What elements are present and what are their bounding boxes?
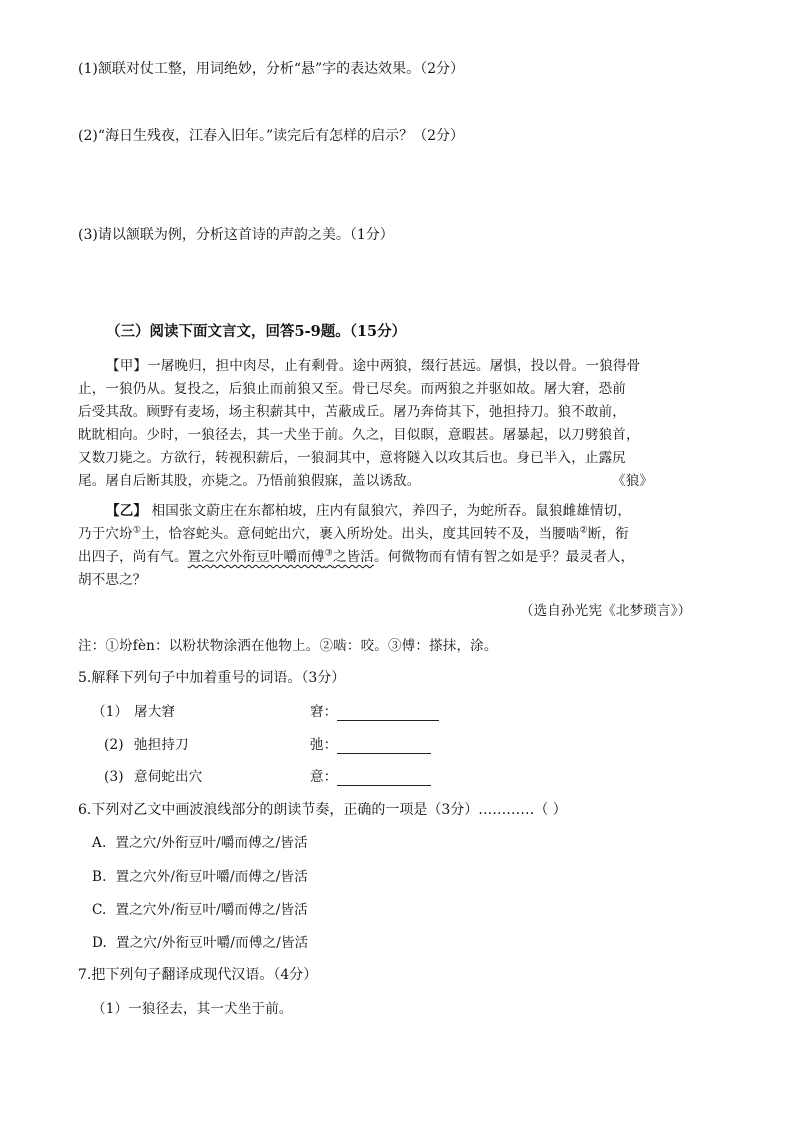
q5-item-phrase: 弛担持刀 <box>134 737 189 753</box>
q5-item-key <box>310 768 431 786</box>
passage-jia-line: 【甲】一屠晚归，担中肉尽，止有剩骨。途中两狼，缀行甚远。屠惧，投以骨。一狼得骨 <box>106 358 641 374</box>
q5-item-num: (2) <box>104 737 124 753</box>
option-letter: B. <box>92 869 107 885</box>
question-5-title: 5.解释下列句子中加着重号的词语。（3分） <box>78 670 346 686</box>
footnote-marker: ③ <box>324 548 333 559</box>
passage-yi-text: 出四子，尚有气。 <box>78 549 188 565</box>
q6-option-b[interactable] <box>92 868 308 886</box>
q5-key-label: 意： <box>310 769 338 785</box>
option-text: 置之穴/外衔豆叶嚼/而傅之/皆活 <box>116 935 309 951</box>
q5-item-key <box>310 703 439 721</box>
passage-yi-text: 。何微物而有情有智之如是乎？最灵者人， <box>374 549 635 565</box>
wavy-text: 之皆活 <box>332 549 374 565</box>
question-3-1: (1)颔联对仗工整，用词绝妙，分析“悬”字的表达效果。（2分） <box>78 61 465 77</box>
passage-jia-line: 后受其敌。顾野有麦场，场主积薪其中，苫蔽成丘。屠乃奔倚其下，弛担持刀。狼不敢前， <box>78 404 626 420</box>
passage-yi-line <box>78 548 634 566</box>
passage-yi-line <box>106 502 631 520</box>
q5-item-num: (3) <box>104 769 124 785</box>
question-7-item-1: （1）一狼径去，其一犬坐于前。 <box>92 1001 293 1017</box>
question-3-2: (2)“海日生残夜，江春入旧年。”读完后有怎样的启示？（2分） <box>78 128 465 144</box>
passage-jia-line: 止，一狼仍从。复投之，后狼止而前狼又至。骨已尽矣。而两狼之并驱如故。屠大窘，恐前 <box>78 381 626 397</box>
q5-item-key <box>310 736 431 754</box>
passage-yi-label: 【乙】 <box>106 503 148 519</box>
passage-jia-source: 《狼》 <box>612 473 654 489</box>
answer-blank[interactable] <box>337 739 431 754</box>
section-title: （三）阅读下面文言文，回答5-9题。（15分） <box>106 323 407 340</box>
option-letter: D. <box>92 935 108 951</box>
passage-yi-line: 胡不思之？ <box>78 572 147 588</box>
q5-item-phrase: 意伺蛇出穴 <box>134 769 203 785</box>
option-letter: A. <box>92 835 107 851</box>
passage-yi-text: 土，恰容蛇头。意伺蛇出穴，裹入所坋处。出头，度其回转不及，当腰啮 <box>141 526 580 542</box>
option-text: 置之穴外/衔豆叶嚼/而傅之/皆活 <box>115 869 308 885</box>
answer-blank[interactable] <box>337 706 439 721</box>
passage-jia-line: 眈眈相向。少时，一狼径去，其一犬坐于前。久之，目似瞑，意暇甚。屠暴起，以刀劈狼首， <box>78 427 640 443</box>
passage-yi-line <box>78 525 629 543</box>
q5-key-label: 弛： <box>310 737 338 753</box>
question-3-3: (3)请以颔联为例，分析这首诗的声韵之美。（1分） <box>78 227 394 243</box>
option-letter: C. <box>92 902 107 918</box>
q6-option-c[interactable] <box>92 901 308 919</box>
option-text: 置之穴外/衔豆叶/嚼而傅之/皆活 <box>115 902 308 918</box>
q5-item-phrase: 屠大窘 <box>134 704 176 720</box>
question-6-title: 6.下列对乙文中画波浪线部分的朗读节奏，正确的一项是（3分）…………（ ） <box>78 802 567 818</box>
passage-yi-text: 断，衔 <box>587 526 629 542</box>
option-text: 置之穴/外衔豆叶/嚼而傅之/皆活 <box>115 835 308 851</box>
footnotes: 注：①坋fèn：以粉状物涂洒在他物上。②啮：咬。③傅：搽抹，涂。 <box>78 638 498 654</box>
wavy-underlined-phrase <box>188 549 374 565</box>
answer-blank[interactable] <box>337 771 431 786</box>
q5-item-num: （1） <box>92 704 129 720</box>
q6-option-d[interactable] <box>92 934 308 952</box>
passage-yi-source: （选自孙光宪《北梦琐言》） <box>520 603 692 619</box>
passage-jia-line: 又数刀毙之。方欲行，转视积薪后，一狼洞其中，意将隧入以攻其后也。身已半入，止露尻 <box>78 450 626 466</box>
footnote-marker: ① <box>132 525 142 536</box>
footnote-marker: ② <box>579 525 588 536</box>
q5-key-label: 窘： <box>310 704 338 720</box>
passage-yi-text: 乃于穴坋 <box>78 526 133 542</box>
question-7-title: 7.把下列句子翻译成现代汉语。（4分） <box>78 967 318 983</box>
passage-jia-line: 尾。屠自后断其股，亦毙之。乃悟前狼假寐，盖以诱敌。 <box>78 473 421 489</box>
passage-yi-text: 相国张文蔚庄在东都柏坡，庄内有鼠狼穴，养四子，为蛇所吞。鼠狼雌雄情切， <box>147 503 632 519</box>
wavy-text: 置之穴外衔豆叶嚼而傅 <box>187 549 325 565</box>
q6-option-a[interactable] <box>92 834 308 852</box>
